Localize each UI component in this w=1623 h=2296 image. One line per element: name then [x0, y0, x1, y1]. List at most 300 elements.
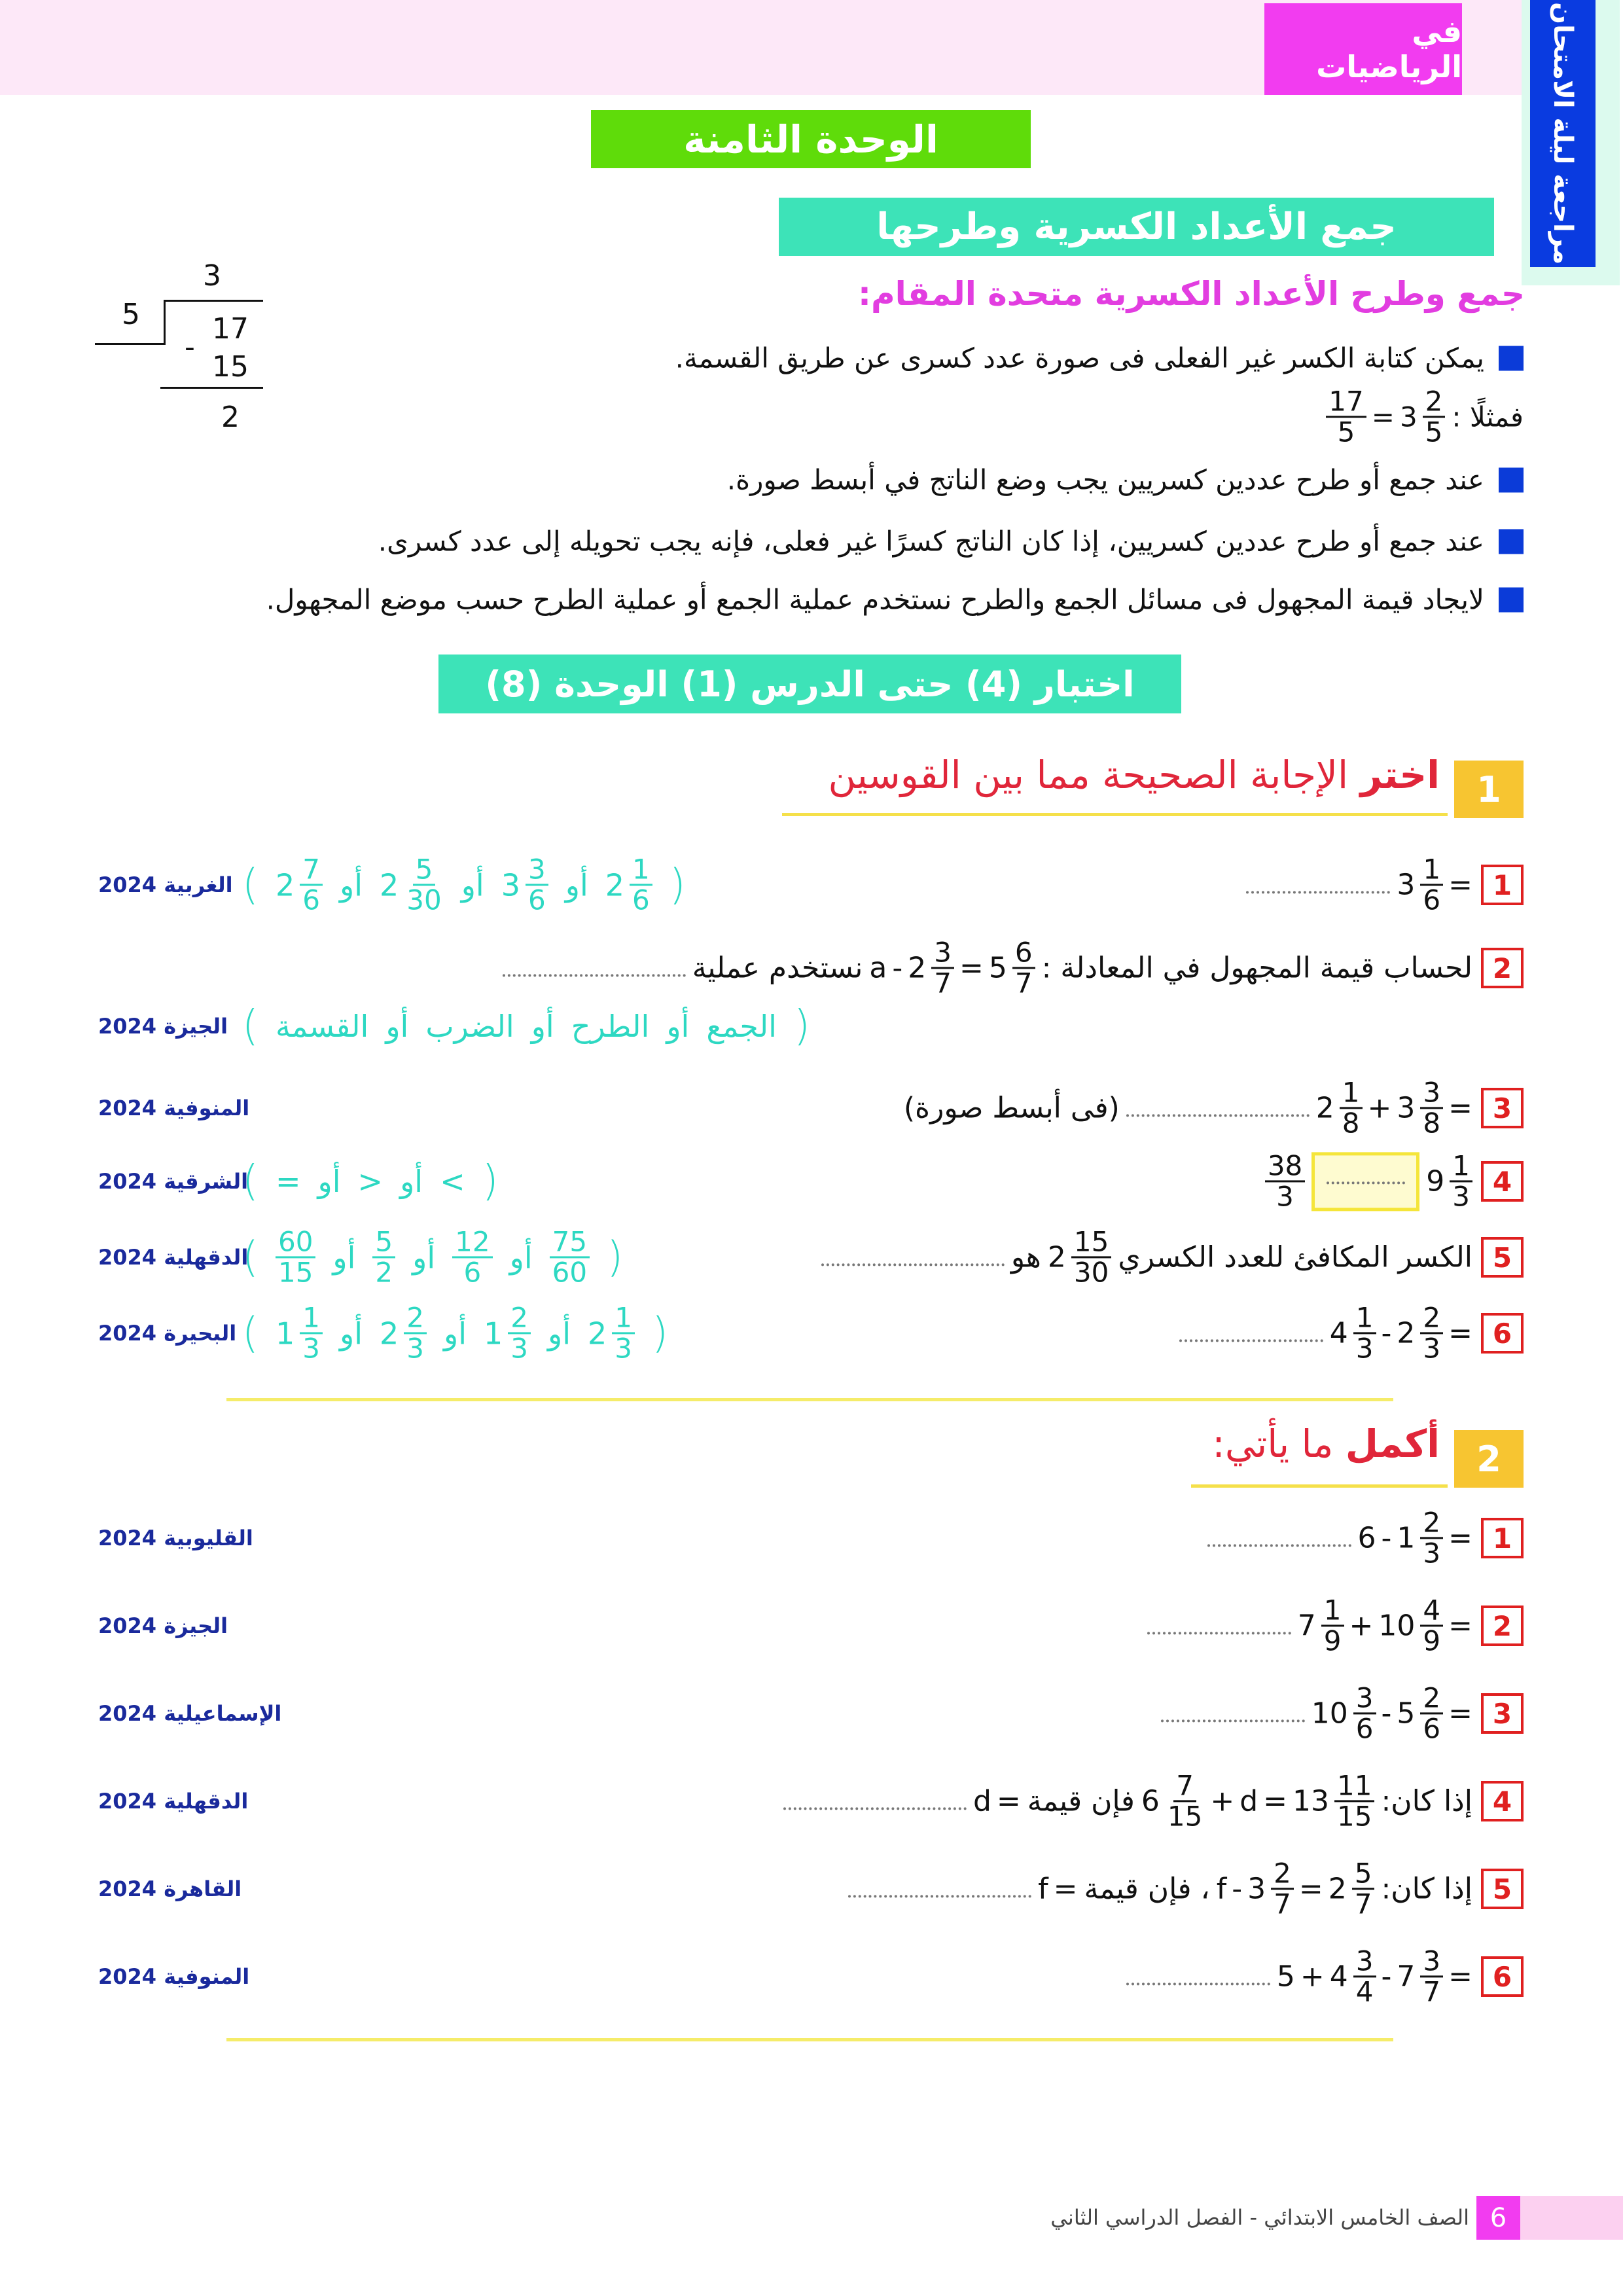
choice-option[interactable] — [571, 1009, 650, 1044]
section-number: 1 — [1454, 761, 1524, 818]
answer-blank[interactable] — [821, 1261, 1005, 1266]
answer-blank[interactable] — [1161, 1717, 1305, 1722]
math-term: = — [1053, 1872, 1078, 1906]
bullet-square-icon — [1499, 467, 1524, 492]
math-term: 10 — [1378, 1609, 1416, 1643]
fraction — [526, 855, 548, 914]
bullet-square-icon — [1499, 587, 1524, 612]
paren-open: ( — [652, 1309, 668, 1357]
source-label: الدقهلية 2024 — [98, 1245, 249, 1270]
source-label: المنوفية 2024 — [98, 1096, 250, 1121]
fraction — [1420, 1683, 1443, 1743]
math-expression — [1316, 1078, 1472, 1138]
fraction — [276, 1227, 315, 1287]
paren-close: ) — [242, 1002, 259, 1050]
fraction-denominator: 7 — [1354, 1888, 1372, 1920]
fraction-denominator: 3 — [615, 1332, 633, 1365]
example-label: فمثلًا : — [1452, 401, 1524, 433]
math-term: 2 — [1397, 1316, 1416, 1350]
bullet-item — [266, 584, 1524, 616]
fraction-numerator: 75 — [550, 1227, 590, 1258]
math-term: 1 — [1397, 1521, 1416, 1555]
fraction — [1071, 1227, 1111, 1287]
fraction — [1450, 1151, 1472, 1211]
math-term: = — [1371, 401, 1395, 433]
math-term: d — [1240, 1784, 1258, 1818]
question-row — [1179, 1303, 1472, 1363]
question-number: 5 — [1481, 1237, 1524, 1278]
bullet-text: يمكن كتابة الكسر غير الفعلى فى صورة عدد كسرى عن طريق القسمة. — [675, 342, 1484, 374]
fraction-denominator: 3 — [406, 1332, 424, 1365]
math-term: 10 — [1311, 1696, 1348, 1731]
source-label: البحيرة 2024 — [98, 1321, 237, 1346]
question-text: ، فإن قيمة — [1084, 1872, 1210, 1906]
question-number: 4 — [1481, 1781, 1524, 1821]
question-row — [821, 1227, 1472, 1287]
fraction-denominator: 7 — [1423, 1975, 1441, 2008]
fraction-denominator: 3 — [1452, 1180, 1470, 1213]
question-number: 2 — [1481, 948, 1524, 988]
math-term: f — [1038, 1872, 1048, 1906]
or-word: أو — [666, 1009, 690, 1044]
choice-option[interactable] — [706, 1009, 777, 1044]
source-label: الشرقية 2024 — [98, 1169, 249, 1194]
fraction-denominator: 2 — [375, 1256, 393, 1289]
fraction — [550, 1227, 590, 1287]
choice-option[interactable] — [484, 1303, 531, 1363]
fraction-denominator: 6 — [463, 1256, 482, 1289]
math-term: < — [440, 1164, 465, 1199]
bullet-item — [378, 526, 1524, 558]
math-term: = — [1448, 868, 1472, 902]
question-number: 4 — [1481, 1161, 1524, 1202]
math-term: 6 — [1141, 1784, 1160, 1818]
paren-close: ) — [242, 1233, 259, 1282]
fraction-numerator: 5 — [413, 855, 436, 886]
choice-option[interactable] — [425, 1009, 514, 1044]
source-label: الغربية 2024 — [98, 872, 233, 897]
fraction — [404, 855, 444, 914]
fraction-numerator: 2 — [1271, 1859, 1294, 1890]
fraction-denominator: 6 — [632, 884, 650, 916]
math-term: 2 — [1328, 1872, 1347, 1906]
fraction-numerator: 1 — [630, 855, 652, 886]
math-expression — [869, 938, 1035, 997]
or-word: أو — [565, 867, 588, 903]
section-underline — [1191, 1484, 1448, 1488]
or-word: أو — [531, 1009, 554, 1044]
source-label: الجيزة 2024 — [98, 1014, 228, 1039]
math-term: 1 — [275, 1316, 295, 1351]
fraction-denominator: 3 — [1276, 1180, 1294, 1213]
fraction-numerator: 3 — [1420, 1946, 1443, 1977]
section-title-rest: الإجابة الصحيحة مما بين القوسين — [828, 753, 1361, 797]
example-row — [1326, 387, 1524, 446]
subject-label: في الرياضيات — [1264, 3, 1462, 95]
choices-list — [242, 1002, 810, 1050]
fraction-denominator: 7 — [934, 967, 952, 999]
math-term: 3 — [501, 867, 520, 903]
choice-option[interactable] — [550, 1227, 590, 1287]
math-term: + — [1367, 1091, 1392, 1125]
fraction-numerator: 5 — [372, 1227, 395, 1258]
math-term: 1 — [484, 1316, 503, 1351]
math-term: 2 — [1047, 1240, 1066, 1274]
section-title — [828, 753, 1440, 797]
or-word: أو — [339, 867, 363, 903]
question-number: 1 — [1481, 1518, 1524, 1558]
math-expression — [973, 1785, 1021, 1818]
question-row — [1161, 1683, 1472, 1743]
division-bracket — [164, 300, 166, 344]
math-expression — [1217, 1859, 1375, 1918]
question-text: إذا كان: — [1381, 1872, 1472, 1906]
math-term: 7 — [1397, 1960, 1416, 1994]
question-number: 5 — [1481, 1869, 1524, 1909]
math-term: d — [972, 1784, 991, 1818]
fraction — [404, 1303, 427, 1363]
math-term: 7 — [1297, 1609, 1316, 1643]
summary-subheading: جمع وطرح الأعداد الكسرية متحدة المقام: — [858, 275, 1525, 313]
division-quotient: 3 — [203, 259, 221, 293]
answer-blank[interactable] — [503, 971, 686, 977]
fraction-numerator: 1 — [1420, 855, 1443, 886]
fraction — [372, 1227, 395, 1287]
math-expression — [1358, 1508, 1473, 1568]
bullet-text: عند جمع أو طرح عددين كسريين، إذا كان الناتج كسرًا غير فعلى، فإنه يجب تحويله إلى عدد كسرى. — [378, 525, 1484, 558]
or-word: أو — [332, 1240, 356, 1275]
test-title: اختبار (4) حتى الدرس (1) الوحدة (8) — [438, 655, 1181, 713]
fraction-numerator: 3 — [1353, 1946, 1376, 1977]
division-underline — [95, 343, 166, 345]
fraction — [931, 938, 954, 997]
division-minus: - — [185, 331, 195, 364]
fraction — [508, 1303, 531, 1363]
math-term: = — [959, 951, 984, 985]
source-label: القاهرة 2024 — [98, 1876, 242, 1901]
fraction — [1326, 387, 1366, 446]
math-term: 13 — [1293, 1784, 1330, 1818]
choices-list — [242, 855, 686, 914]
fraction — [1353, 1683, 1376, 1743]
math-term: 2 — [908, 951, 927, 985]
choice-option[interactable] — [440, 1164, 465, 1199]
math-term: = — [1448, 1316, 1472, 1350]
math-term: - — [892, 951, 903, 985]
choice-option[interactable] — [501, 855, 548, 914]
math-term: - — [1381, 1696, 1392, 1731]
math-term: الضرب — [425, 1009, 514, 1044]
math-term: 2 — [275, 867, 295, 903]
choices-list — [242, 1303, 668, 1363]
answer-blank[interactable] — [1126, 1980, 1270, 1985]
math-expression — [1265, 1151, 1305, 1211]
fraction — [1271, 1859, 1294, 1918]
math-term: - — [1381, 1316, 1392, 1350]
math-term: 5 — [988, 951, 1007, 985]
paren-close: ) — [242, 1309, 259, 1357]
math-term: + — [1349, 1609, 1374, 1643]
answer-blank[interactable] — [1147, 1629, 1291, 1634]
question-row — [1147, 1596, 1472, 1655]
bullet-item — [675, 342, 1524, 374]
math-term: 3 — [1397, 868, 1416, 902]
division-result-line — [160, 387, 263, 389]
division-remainder: 2 — [221, 401, 240, 434]
math-term: 3 — [1399, 401, 1418, 433]
fraction — [1340, 1078, 1363, 1138]
source-label: المنوفية 2024 — [98, 1964, 250, 1989]
answer-blank[interactable] — [1179, 1336, 1323, 1342]
lesson-title: جمع الأعداد الكسرية وطرحها — [779, 198, 1494, 256]
answer-blank[interactable] — [1246, 888, 1390, 893]
fraction — [1420, 855, 1443, 914]
answer-blank[interactable] — [848, 1892, 1031, 1897]
math-expression — [1397, 855, 1472, 914]
paren-open: ( — [482, 1157, 499, 1206]
choice-option[interactable] — [588, 1303, 635, 1363]
choice-option[interactable] — [358, 1164, 383, 1199]
fraction-denominator: 6 — [528, 884, 546, 916]
fraction — [1012, 938, 1035, 997]
fraction-numerator: 7 — [1173, 1771, 1196, 1802]
fraction-numerator: 15 — [1071, 1227, 1111, 1258]
fraction-numerator: 2 — [1420, 1508, 1443, 1539]
fraction — [1353, 1946, 1376, 2006]
paren-close: ) — [242, 861, 259, 909]
division-bar — [164, 300, 263, 302]
fraction-denominator: 30 — [1073, 1256, 1109, 1289]
fraction-numerator: 17 — [1326, 387, 1366, 418]
fraction-denominator: 9 — [1423, 1624, 1441, 1657]
choice-option[interactable] — [276, 1303, 323, 1363]
math-term: - — [1381, 1521, 1392, 1555]
math-term: 3 — [1247, 1872, 1266, 1906]
fraction-denominator: 5 — [1425, 416, 1443, 448]
fraction-numerator: 1 — [300, 1303, 323, 1334]
question-row — [1246, 855, 1472, 914]
fraction-numerator: 5 — [1352, 1859, 1375, 1890]
choice-option[interactable] — [276, 855, 323, 914]
fraction — [1265, 1151, 1305, 1211]
choices-list — [242, 1157, 499, 1206]
fraction — [452, 1227, 492, 1287]
bullet-text: عند جمع أو طرح عددين كسريين يجب وضع الناتج في أبسط صورة. — [726, 463, 1484, 496]
fraction — [1353, 1303, 1376, 1363]
fraction-denominator: 5 — [1337, 416, 1355, 448]
footer-text: الصف الخامس الابتدائي - الفصل الدراسي الثاني — [1050, 2205, 1469, 2230]
paren-open: ( — [793, 1002, 810, 1050]
answer-blank — [1327, 1179, 1405, 1184]
section-separator — [226, 1398, 1393, 1401]
question-text: هو — [1010, 1240, 1041, 1274]
bullet-item — [727, 464, 1524, 496]
math-term: الجمع — [706, 1009, 777, 1044]
or-word: أو — [385, 1009, 409, 1044]
fraction-numerator: 2 — [508, 1303, 531, 1334]
fraction — [1420, 1303, 1443, 1363]
answer-blank[interactable] — [1126, 1111, 1310, 1117]
division-subtract: 15 — [212, 350, 249, 384]
fraction-denominator: 60 — [552, 1256, 588, 1289]
fraction-numerator: 4 — [1420, 1596, 1443, 1626]
fraction-denominator: 3 — [302, 1332, 320, 1365]
fraction — [1420, 1078, 1443, 1138]
question-row — [1207, 1508, 1473, 1568]
fraction — [1334, 1771, 1374, 1831]
source-label: الجيزة 2024 — [98, 1613, 228, 1638]
math-term: a — [869, 951, 887, 985]
fraction-denominator: 3 — [1423, 1332, 1441, 1365]
fraction — [630, 855, 652, 914]
fraction-denominator: 7 — [1014, 967, 1033, 999]
math-term: 5 — [1397, 1696, 1416, 1731]
fraction — [1321, 1596, 1344, 1655]
fraction-numerator: 3 — [526, 855, 548, 886]
math-term: - — [1232, 1872, 1243, 1906]
question-text: فإن قيمة — [1027, 1784, 1135, 1818]
math-term: 2 — [379, 1316, 399, 1351]
or-word: أو — [317, 1164, 341, 1199]
answer-blank[interactable] — [1207, 1541, 1351, 1547]
page-number: 6 — [1476, 2196, 1520, 2240]
choice-option[interactable] — [380, 855, 444, 914]
question-number: 3 — [1481, 1693, 1524, 1734]
math-term: 2 — [588, 1316, 607, 1351]
question-number: 6 — [1481, 1313, 1524, 1354]
fraction-denominator: 6 — [1355, 1712, 1374, 1745]
fraction-numerator: 1 — [1340, 1078, 1363, 1109]
bullet-text: لايجاد قيمة المجهول فى مسائل الجمع والطرح نستخدم عملية الجمع أو عملية الطرح حسب موضع المجهول. — [266, 583, 1484, 616]
choice-option[interactable] — [276, 1227, 315, 1287]
division-divisor: 5 — [122, 298, 140, 331]
math-term: 3 — [1397, 1091, 1416, 1125]
choices-list — [242, 1227, 623, 1287]
question-text: الكسر المكافئ للعدد الكسري — [1118, 1240, 1472, 1274]
question-row — [1126, 1946, 1472, 2006]
question-number: 2 — [1481, 1605, 1524, 1646]
paren-open: ( — [669, 861, 686, 909]
math-term: = — [1263, 1784, 1288, 1818]
question-text: لحساب قيمة المجهول في المعادلة : — [1041, 951, 1472, 985]
math-term: = — [275, 1164, 301, 1199]
example-expression — [1326, 387, 1445, 446]
fraction-numerator: 1 — [1450, 1151, 1472, 1182]
math-expression — [1277, 1946, 1472, 2006]
fraction-denominator: 15 — [1167, 1800, 1203, 1833]
fraction-numerator: 11 — [1334, 1771, 1374, 1802]
math-term: = — [996, 1784, 1021, 1818]
section-separator — [226, 2038, 1393, 2041]
or-word: أو — [412, 1240, 436, 1275]
math-expression — [1298, 1596, 1472, 1655]
fraction — [1420, 1596, 1443, 1655]
fraction-denominator: 15 — [1337, 1800, 1372, 1833]
fraction-denominator: 15 — [277, 1256, 313, 1289]
fraction-denominator: 6 — [1423, 1712, 1441, 1745]
math-term: 4 — [1329, 1960, 1348, 1994]
fraction-numerator: 2 — [1420, 1303, 1443, 1334]
choice-option[interactable] — [276, 1164, 301, 1199]
fraction-numerator: 1 — [1353, 1303, 1376, 1334]
fraction — [1352, 1859, 1375, 1918]
math-term: = — [1298, 1872, 1323, 1906]
unit-title: الوحدة الثامنة — [591, 110, 1031, 168]
fraction-numerator: 2 — [404, 1303, 427, 1334]
fraction-numerator: 1 — [612, 1303, 635, 1334]
math-term: القسمة — [275, 1009, 369, 1044]
fraction-numerator: 2 — [1420, 1683, 1443, 1714]
question-row — [1265, 1151, 1472, 1211]
choice-option[interactable] — [372, 1227, 395, 1287]
math-term: الطرح — [571, 1009, 650, 1044]
choice-option[interactable] — [605, 855, 652, 914]
math-expression — [1426, 1151, 1472, 1211]
math-expression — [1038, 1873, 1077, 1906]
fraction-numerator: 2 — [1423, 387, 1446, 418]
math-expression — [1330, 1303, 1472, 1363]
fraction-numerator: 3 — [1353, 1683, 1376, 1714]
question-row — [904, 1078, 1472, 1138]
answer-box[interactable] — [1311, 1152, 1419, 1211]
math-term: = — [1448, 1091, 1472, 1125]
section-title-bold: اختر — [1360, 753, 1440, 797]
fraction-denominator: 7 — [1274, 1888, 1291, 1920]
fraction-denominator: 3 — [510, 1332, 529, 1365]
paren-open: ( — [607, 1233, 624, 1282]
fraction — [300, 855, 323, 914]
side-title-box — [1530, 0, 1596, 267]
fraction-denominator: 3 — [1423, 1537, 1441, 1570]
fraction-numerator: 1 — [1321, 1596, 1344, 1626]
math-term: + — [1300, 1960, 1325, 1994]
choice-option[interactable] — [452, 1227, 492, 1287]
or-word: أو — [400, 1164, 423, 1199]
fraction-numerator: 7 — [300, 855, 323, 886]
or-word: أو — [339, 1316, 363, 1351]
question-number: 6 — [1481, 1956, 1524, 1997]
fraction-denominator: 6 — [1423, 884, 1441, 916]
fraction — [1420, 1508, 1443, 1568]
section-title-rest: ما يأتي: — [1212, 1422, 1346, 1466]
math-term: 4 — [1329, 1316, 1348, 1350]
question-number: 1 — [1481, 865, 1524, 905]
question-row — [783, 1771, 1472, 1831]
fraction-numerator: 38 — [1265, 1151, 1305, 1182]
fraction-denominator: 4 — [1355, 1975, 1374, 2008]
section-number: 2 — [1454, 1430, 1524, 1488]
choice-option[interactable] — [276, 1009, 368, 1044]
math-term: 2 — [1315, 1091, 1334, 1125]
bullet-square-icon — [1499, 346, 1524, 370]
division-dividend: 17 — [212, 312, 249, 346]
question-text: (فى أبسط صورة) — [903, 1091, 1120, 1125]
math-term: 2 — [605, 867, 625, 903]
fraction-denominator: 6 — [302, 884, 320, 916]
source-label: الإسماعيلية 2024 — [98, 1701, 282, 1726]
math-term: = — [1448, 1521, 1472, 1555]
fraction-numerator: 3 — [931, 938, 954, 969]
fraction-numerator: 6 — [1012, 938, 1035, 969]
answer-blank[interactable] — [783, 1804, 967, 1810]
fraction — [612, 1303, 635, 1363]
fraction-numerator: 3 — [1420, 1078, 1443, 1109]
math-expression — [1048, 1227, 1111, 1287]
math-term: 9 — [1426, 1164, 1445, 1198]
choice-option[interactable] — [380, 1303, 427, 1363]
question-number: 3 — [1481, 1088, 1524, 1128]
fraction — [1423, 387, 1446, 446]
